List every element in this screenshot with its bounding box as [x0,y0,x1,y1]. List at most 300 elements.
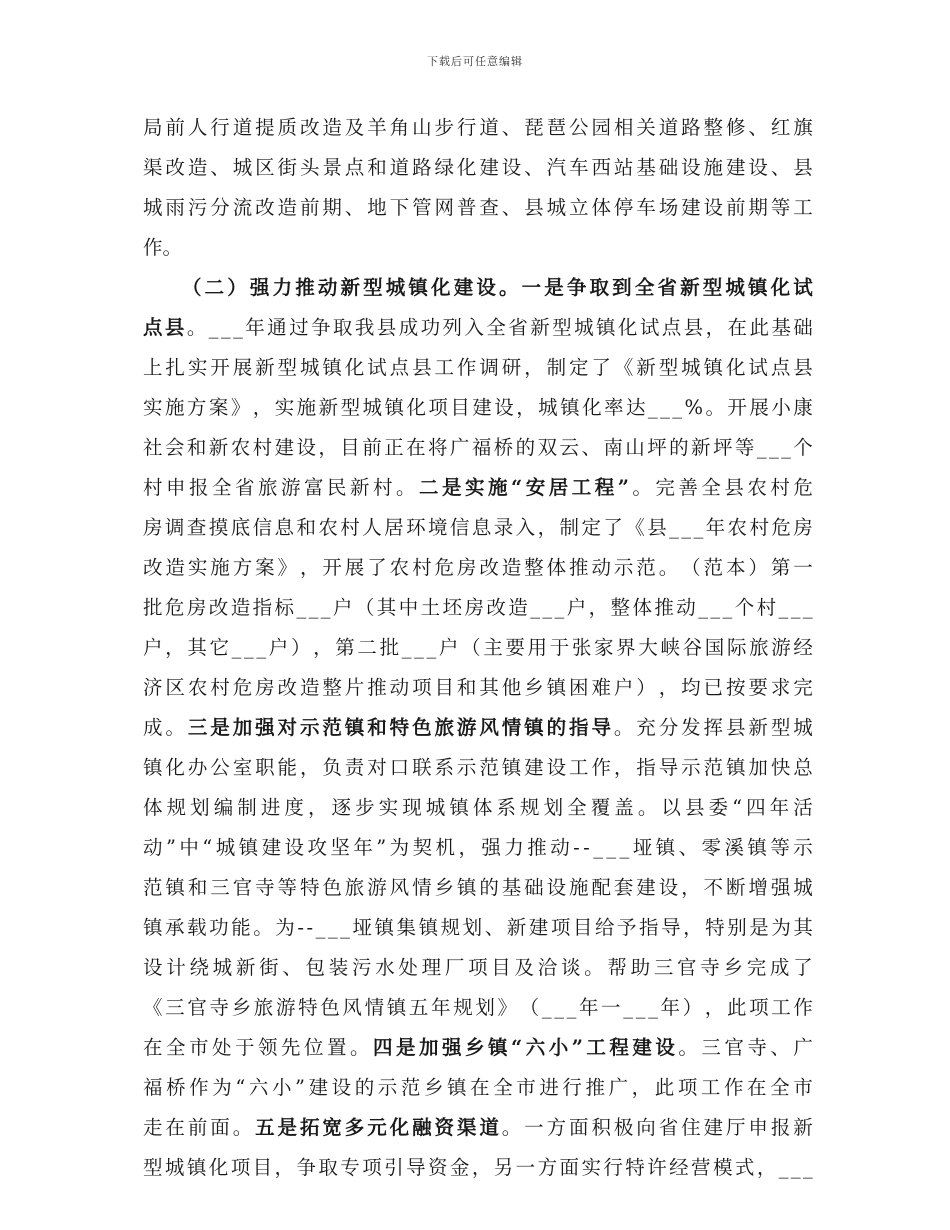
text-char: 户 [268,636,289,659]
text-char: 县 [683,316,704,339]
text-char: 给 [594,916,615,939]
text-char: 动 [676,596,696,619]
bold-text-char: 镇 [524,716,544,739]
text-char: 整 [524,556,544,579]
text-char: 动 [591,556,611,579]
text-char: ） [682,996,703,1019]
text-char: 难 [591,676,611,699]
text-char: 镇 [456,876,477,899]
text-char: 新 [255,356,275,379]
text-char: - [573,836,580,859]
text-char: 。 [613,716,634,739]
text-char: 规 [166,796,187,819]
text-char: 头 [299,156,320,179]
document-body [143,108,813,1188]
text-char: 造 [322,116,342,139]
text-char: ， [704,996,725,1019]
text-char: 型 [143,1156,163,1179]
text-char: 定 [569,356,589,379]
text-char: 镇 [655,836,676,859]
text-char: 雨 [165,196,185,219]
text-char: 用 [527,636,548,659]
text-char: 改 [255,196,275,219]
text-char: 报 [189,476,209,499]
text-char: 危 [793,476,813,499]
text-char: 型 [770,716,791,739]
text-char: 农 [727,516,748,539]
text-char: 设 [494,396,514,419]
text-char: 型 [340,396,361,419]
text-char: 五 [408,996,429,1019]
text-char: ） [636,676,656,699]
text-char: 零 [701,836,722,859]
text-char: _ [554,596,565,619]
text-char: 。 [678,1036,698,1059]
text-char: 化 [456,156,477,179]
text-char: 寺 [700,956,720,979]
text-char: 。 [705,396,725,419]
text-char: 过 [289,316,309,339]
text-char: 示 [681,756,701,779]
text-char: 入 [515,516,536,539]
text-char: ， [252,396,273,419]
bold-text-char: 。 [498,276,519,299]
text-char: 整 [322,676,342,699]
text-char: 等 [770,196,791,219]
text-char: 范 [636,556,656,579]
bold-text-char: 建 [453,276,474,299]
bold-text-char: 元 [367,1116,387,1139]
text-char: 项 [428,396,448,419]
text-char: 要 [748,676,768,699]
text-char: _ [340,916,350,939]
text-char: ” [295,1076,305,1099]
text-char: 困 [569,676,589,699]
text-char: 旅 [258,476,278,499]
text-char: 、 [282,956,302,979]
text-char: _ [803,1156,813,1179]
text-char: ） [290,636,311,659]
text-char: 年 [353,836,373,859]
text-char: 城 [538,396,558,419]
text-char: 省 [508,316,528,339]
text-char: 其 [376,596,397,619]
text-char: 开 [727,396,747,419]
bold-text-char: 点 [143,316,163,339]
text-char: 城 [299,356,320,379]
text-char: 此 [749,316,769,339]
text-char: 场 [658,196,679,219]
text-char: 范 [703,556,724,579]
text-char: 进 [260,796,281,819]
text-char: 和 [187,876,208,899]
text-char: _ [722,596,733,619]
text-char: 目 [491,956,511,979]
text-char: 功 [209,916,229,939]
text-char: 省 [235,476,255,499]
text-char: 示 [613,556,634,579]
text-char: 推 [367,676,387,699]
bold-text-char: 资 [434,1116,454,1139]
text-char: 等 [734,436,755,459]
text-char: 责 [344,756,365,779]
text-char: 下 [389,196,410,219]
text-char: 项 [468,956,488,979]
text-char: 试 [748,356,768,379]
text-char: 动 [143,836,163,859]
text-char: 是 [749,916,769,939]
text-char: 调 [479,356,499,379]
text-char: 职 [255,756,275,779]
text-char: ， [683,916,703,939]
text-char: 城 [164,1156,185,1179]
text-char: 官 [724,1036,744,1059]
text-char: 水 [375,956,395,979]
text-char: 目 [252,1156,273,1179]
text-char: 四 [746,796,766,819]
text-char: 化 [406,396,426,419]
bold-text-char: 安 [525,476,546,499]
bold-text-char: 宽 [322,1116,342,1139]
text-char: _ [208,316,219,339]
text-char: 一 [793,556,813,579]
text-char: 户 [566,596,587,619]
text-char: 本 [725,556,746,579]
text-char: 点 [661,316,682,339]
text-char: 此 [726,996,747,1019]
bold-text-char: 五 [255,1116,275,1139]
text-char: 步 [434,116,454,139]
text-line [143,1148,813,1188]
text-char: 面 [569,1116,589,1139]
text-char: 民 [327,476,347,499]
text-char: _ [315,916,326,939]
text-char: 先 [281,1036,301,1059]
text-char: 的 [479,876,499,899]
text-char: 现 [402,796,422,819]
page-header: 下载后可任意编辑 [427,55,523,68]
text-char: 另 [493,1156,514,1179]
bold-text-char: 是 [277,1116,298,1139]
text-char: 广 [449,436,470,459]
text-char: 作 [456,356,477,379]
text-char: 村 [749,516,769,539]
text-line [143,268,813,308]
text-char: ， [318,436,338,459]
text-char: 展 [749,396,769,419]
text-char: 及 [514,956,535,979]
text-char: 等 [770,836,790,859]
text-char: 乡 [723,956,743,979]
text-char: 施 [296,396,317,419]
text-char: 列 [442,316,463,339]
text-char: 规 [440,916,461,939]
text-char: ” [165,836,176,859]
text-char: 建 [261,836,282,859]
text-char: 制 [559,516,580,539]
text-char: 配 [591,876,611,899]
bold-text-char: 指 [569,716,589,739]
text-char: 镇 [238,836,259,859]
text-char: _ [681,516,692,539]
bold-text-char: 试 [793,276,813,299]
text-char: 断 [725,876,746,899]
text-char: 工 [700,1076,721,1099]
text-char: 厂 [444,956,465,979]
text-char: _ [554,996,564,1019]
text-char: 峡 [660,636,680,659]
text-char: 镇 [143,916,163,939]
text-char: 和 [296,516,316,539]
text-line [143,788,813,828]
text-char: 的 [515,436,536,459]
text-char: 设 [681,156,701,179]
text-char: 对 [367,756,387,779]
bold-text-char: 六 [525,1036,546,1059]
text-char: 新 [318,396,339,419]
text-char: ” [376,836,387,859]
text-char: - [583,836,590,859]
text-char: （ [354,596,375,619]
bold-text-char: 城 [725,276,745,299]
text-char: 市 [793,1076,813,1099]
text-char: 规 [453,996,473,1019]
text-char: 县 [524,196,544,219]
text-char: 工 [793,196,813,219]
text-line [143,908,813,948]
text-char: 在 [470,1076,490,1099]
text-char: 案 [208,396,229,419]
text-char: 型 [552,316,572,339]
bold-text-char: 化 [770,276,791,299]
text-char: 申 [748,1116,768,1139]
text-char: 人 [362,516,382,539]
text-char: 系 [434,756,454,779]
text-char: 路 [681,116,701,139]
text-char: 划 [190,796,210,819]
text-char: 村 [756,596,777,619]
text-char: 了 [367,556,387,579]
text-char: 提 [255,116,275,139]
text-char: 成 [143,716,163,739]
bold-text-char: ） [227,276,247,299]
text-char: _ [296,596,307,619]
text-char: 套 [613,876,634,899]
text-char: 局 [143,116,163,139]
text-char: 示 [377,1076,398,1099]
text-char: 镇 [384,396,404,419]
text-char: 定 [581,516,601,539]
text-char: 新 [636,356,656,379]
text-char: 网 [434,196,454,219]
text-char: 信 [449,516,470,539]
text-char: 房 [793,516,813,539]
text-char: 。 [253,916,273,939]
text-char: 前 [165,116,185,139]
text-char: 污 [351,956,372,979]
text-char: 停 [613,196,634,219]
text-char: _ [756,436,767,459]
bold-text-char: 旅 [434,716,454,739]
text-char: 计 [166,956,186,979]
text-char: 双 [537,436,558,459]
text-char: 查 [479,196,499,219]
text-char: 行 [456,116,477,139]
text-line [143,628,813,668]
text-char: 建 [308,1076,329,1099]
text-char: 汽 [546,156,567,179]
text-char: 范 [703,756,724,779]
text-char: 。 [186,316,207,339]
text-char: ， [613,756,634,779]
text-char: 。 [501,1116,522,1139]
text-char: % [684,396,704,419]
text-char: 大 [638,636,658,659]
text-char: 官 [677,956,697,979]
text-char: 体 [472,796,493,819]
text-char: 公 [569,116,589,139]
bold-text-char: 小 [548,1036,569,1059]
text-char: 绿 [434,156,454,179]
text-char: 羊 [367,116,387,139]
text-char: 挥 [703,716,724,739]
text-char: 充 [636,716,656,739]
text-char: 镇 [186,1156,207,1179]
text-char: 的 [354,1076,375,1099]
text-char: 特 [298,996,318,1019]
text-char: 村 [210,676,230,699]
bold-text-char: 三 [187,716,208,739]
text-char: 农 [318,516,338,539]
text-char: 目 [450,396,470,419]
text-char: 系 [496,796,516,819]
text-char: 达 [625,396,646,419]
text-char: 专 [340,1156,360,1179]
text-char: _ [401,636,412,659]
bold-text-char: 色 [412,716,432,739]
text-char: 项 [230,1156,251,1179]
text-char: 乡 [524,676,544,699]
bold-text-char: 一 [521,276,542,299]
bold-text-char: 拓 [299,1116,320,1139]
text-char: 张 [571,636,592,659]
text-char: ， [516,396,536,419]
text-line [143,308,813,348]
text-char: 建 [636,876,656,899]
text-char: 营 [691,1156,711,1179]
text-char: 全 [770,1076,790,1099]
text-char: ， [631,1076,652,1099]
text-char: 点 [344,156,365,179]
text-char: 年 [578,996,599,1019]
bold-text-char: 设 [476,276,496,299]
text-char: 、 [770,156,791,179]
bold-text-char: 施 [488,476,508,499]
text-char: 予 [616,916,637,939]
text-char: 不 [703,876,724,899]
text-char: 道 [389,156,410,179]
text-char: 琶 [546,116,567,139]
text-char: _ [606,836,617,859]
bold-text-char: 镇 [408,276,428,299]
text-char: 联 [412,756,432,779]
text-char: 信 [252,516,273,539]
text-char: 发 [681,716,701,739]
text-char: 。 [584,956,604,979]
text-char: 镇 [560,396,580,419]
text-char: 风 [342,996,362,1019]
text-char: 桥 [166,1076,186,1099]
text-line [143,708,813,748]
text-char: 前 [299,196,320,219]
text-char: 年 [705,516,726,539]
bold-text-char: 渠 [456,1116,477,1139]
text-char: 》 [497,996,518,1019]
text-char: 村 [143,476,163,499]
text-char: 改 [208,596,229,619]
text-char: 前 [362,436,382,459]
text-char: 城 [232,156,253,179]
text-char: 通 [267,316,287,339]
text-char: 导 [661,916,681,939]
text-char: 旗 [793,116,813,139]
text-char: 取 [318,1156,338,1179]
text-char: 盖 [614,796,634,819]
text-char: 施 [210,556,230,579]
text-char: 危 [434,556,454,579]
text-char: 求 [770,676,791,699]
text-char: 了 [793,956,813,979]
text-char: 项 [362,1156,382,1179]
text-char: ， [307,796,328,819]
bold-text-char: 风 [479,716,499,739]
text-char: 康 [793,396,813,419]
text-char: 度 [284,796,304,819]
text-char: 此 [654,1076,675,1099]
text-char: 方 [232,556,253,579]
text-char: 我 [354,316,375,339]
text-char: 危 [232,676,253,699]
text-char: 入 [464,316,484,339]
text-char: 覆 [590,796,611,819]
text-char: 作 [723,1076,744,1099]
text-char: 为 [389,836,410,859]
text-char: 争 [296,1156,316,1179]
bold-text-char: 四 [373,1036,393,1059]
text-char: 经 [793,636,813,659]
text-char: 住 [681,1116,701,1139]
text-char: 工 [771,996,791,1019]
text-char: 流 [232,196,253,219]
text-char: ， [588,596,609,619]
text-char: 年 [431,996,451,1019]
text-char: 乡 [423,1076,444,1099]
bold-text-char: 县 [164,316,185,339]
text-char: 施 [703,156,724,179]
text-char: 实 [187,556,208,579]
text-char: 装 [328,956,349,979]
bold-text-char: ” [571,1036,583,1059]
text-char: 了 [591,356,611,379]
text-char: 集 [396,916,417,939]
text-line [143,108,813,148]
bold-text-char: 型 [702,276,723,299]
text-char: 官 [187,996,207,1019]
text-char: 报 [770,1116,791,1139]
text-char: 分 [210,196,230,219]
text-char: 帮 [607,956,627,979]
text-char: ， [299,556,320,579]
